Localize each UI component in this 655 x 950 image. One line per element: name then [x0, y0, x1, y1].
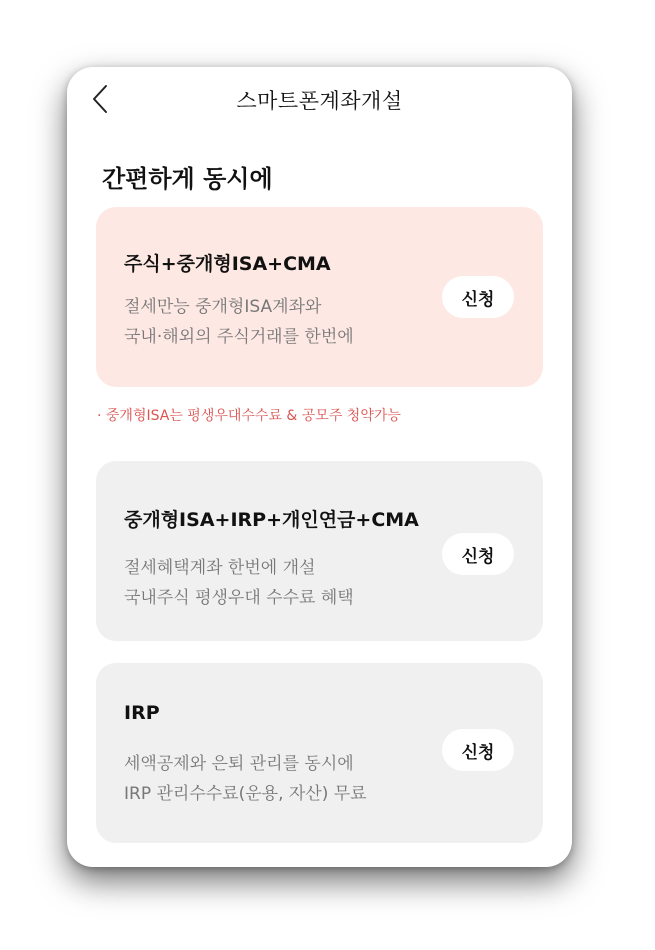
product-card-stock-isa-cma[interactable]	[96, 207, 543, 387]
app-header	[67, 67, 572, 133]
apply-button[interactable]: 신청	[442, 276, 514, 318]
card-title: 주식+중개형ISA+CMA	[124, 253, 331, 275]
page-title: 스마트폰계좌개설	[236, 89, 403, 113]
card-desc-line: 세액공제와 은퇴 관리를 동시에	[124, 754, 354, 774]
product-card-irp[interactable]	[96, 663, 543, 843]
card-title: 중개형ISA+IRP+개인연금+CMA	[124, 509, 419, 531]
card-title: IRP	[124, 702, 160, 724]
apply-button[interactable]: 신청	[442, 533, 514, 575]
section-title: 간편하게 동시에	[102, 165, 273, 193]
card-desc-line: 국내주식 평생우대 수수료 혜택	[124, 588, 354, 608]
card-desc-line: 절세혜택계좌 한번에 개설	[124, 558, 316, 578]
apply-button[interactable]: 신청	[442, 729, 514, 771]
product-card-isa-irp-pension-cma[interactable]	[96, 461, 543, 641]
isa-note: · 중개형ISA는 평생우대수수료 & 공모주 청약가능	[97, 408, 401, 424]
card-desc-line: 절세만능 중개형ISA계좌와	[124, 297, 322, 317]
phone-screen	[67, 67, 572, 867]
card-desc-line: IRP 관리수수료(운용, 자산) 무료	[124, 784, 367, 804]
card-desc-line: 국내·해외의 주식거래를 한번에	[124, 327, 354, 347]
